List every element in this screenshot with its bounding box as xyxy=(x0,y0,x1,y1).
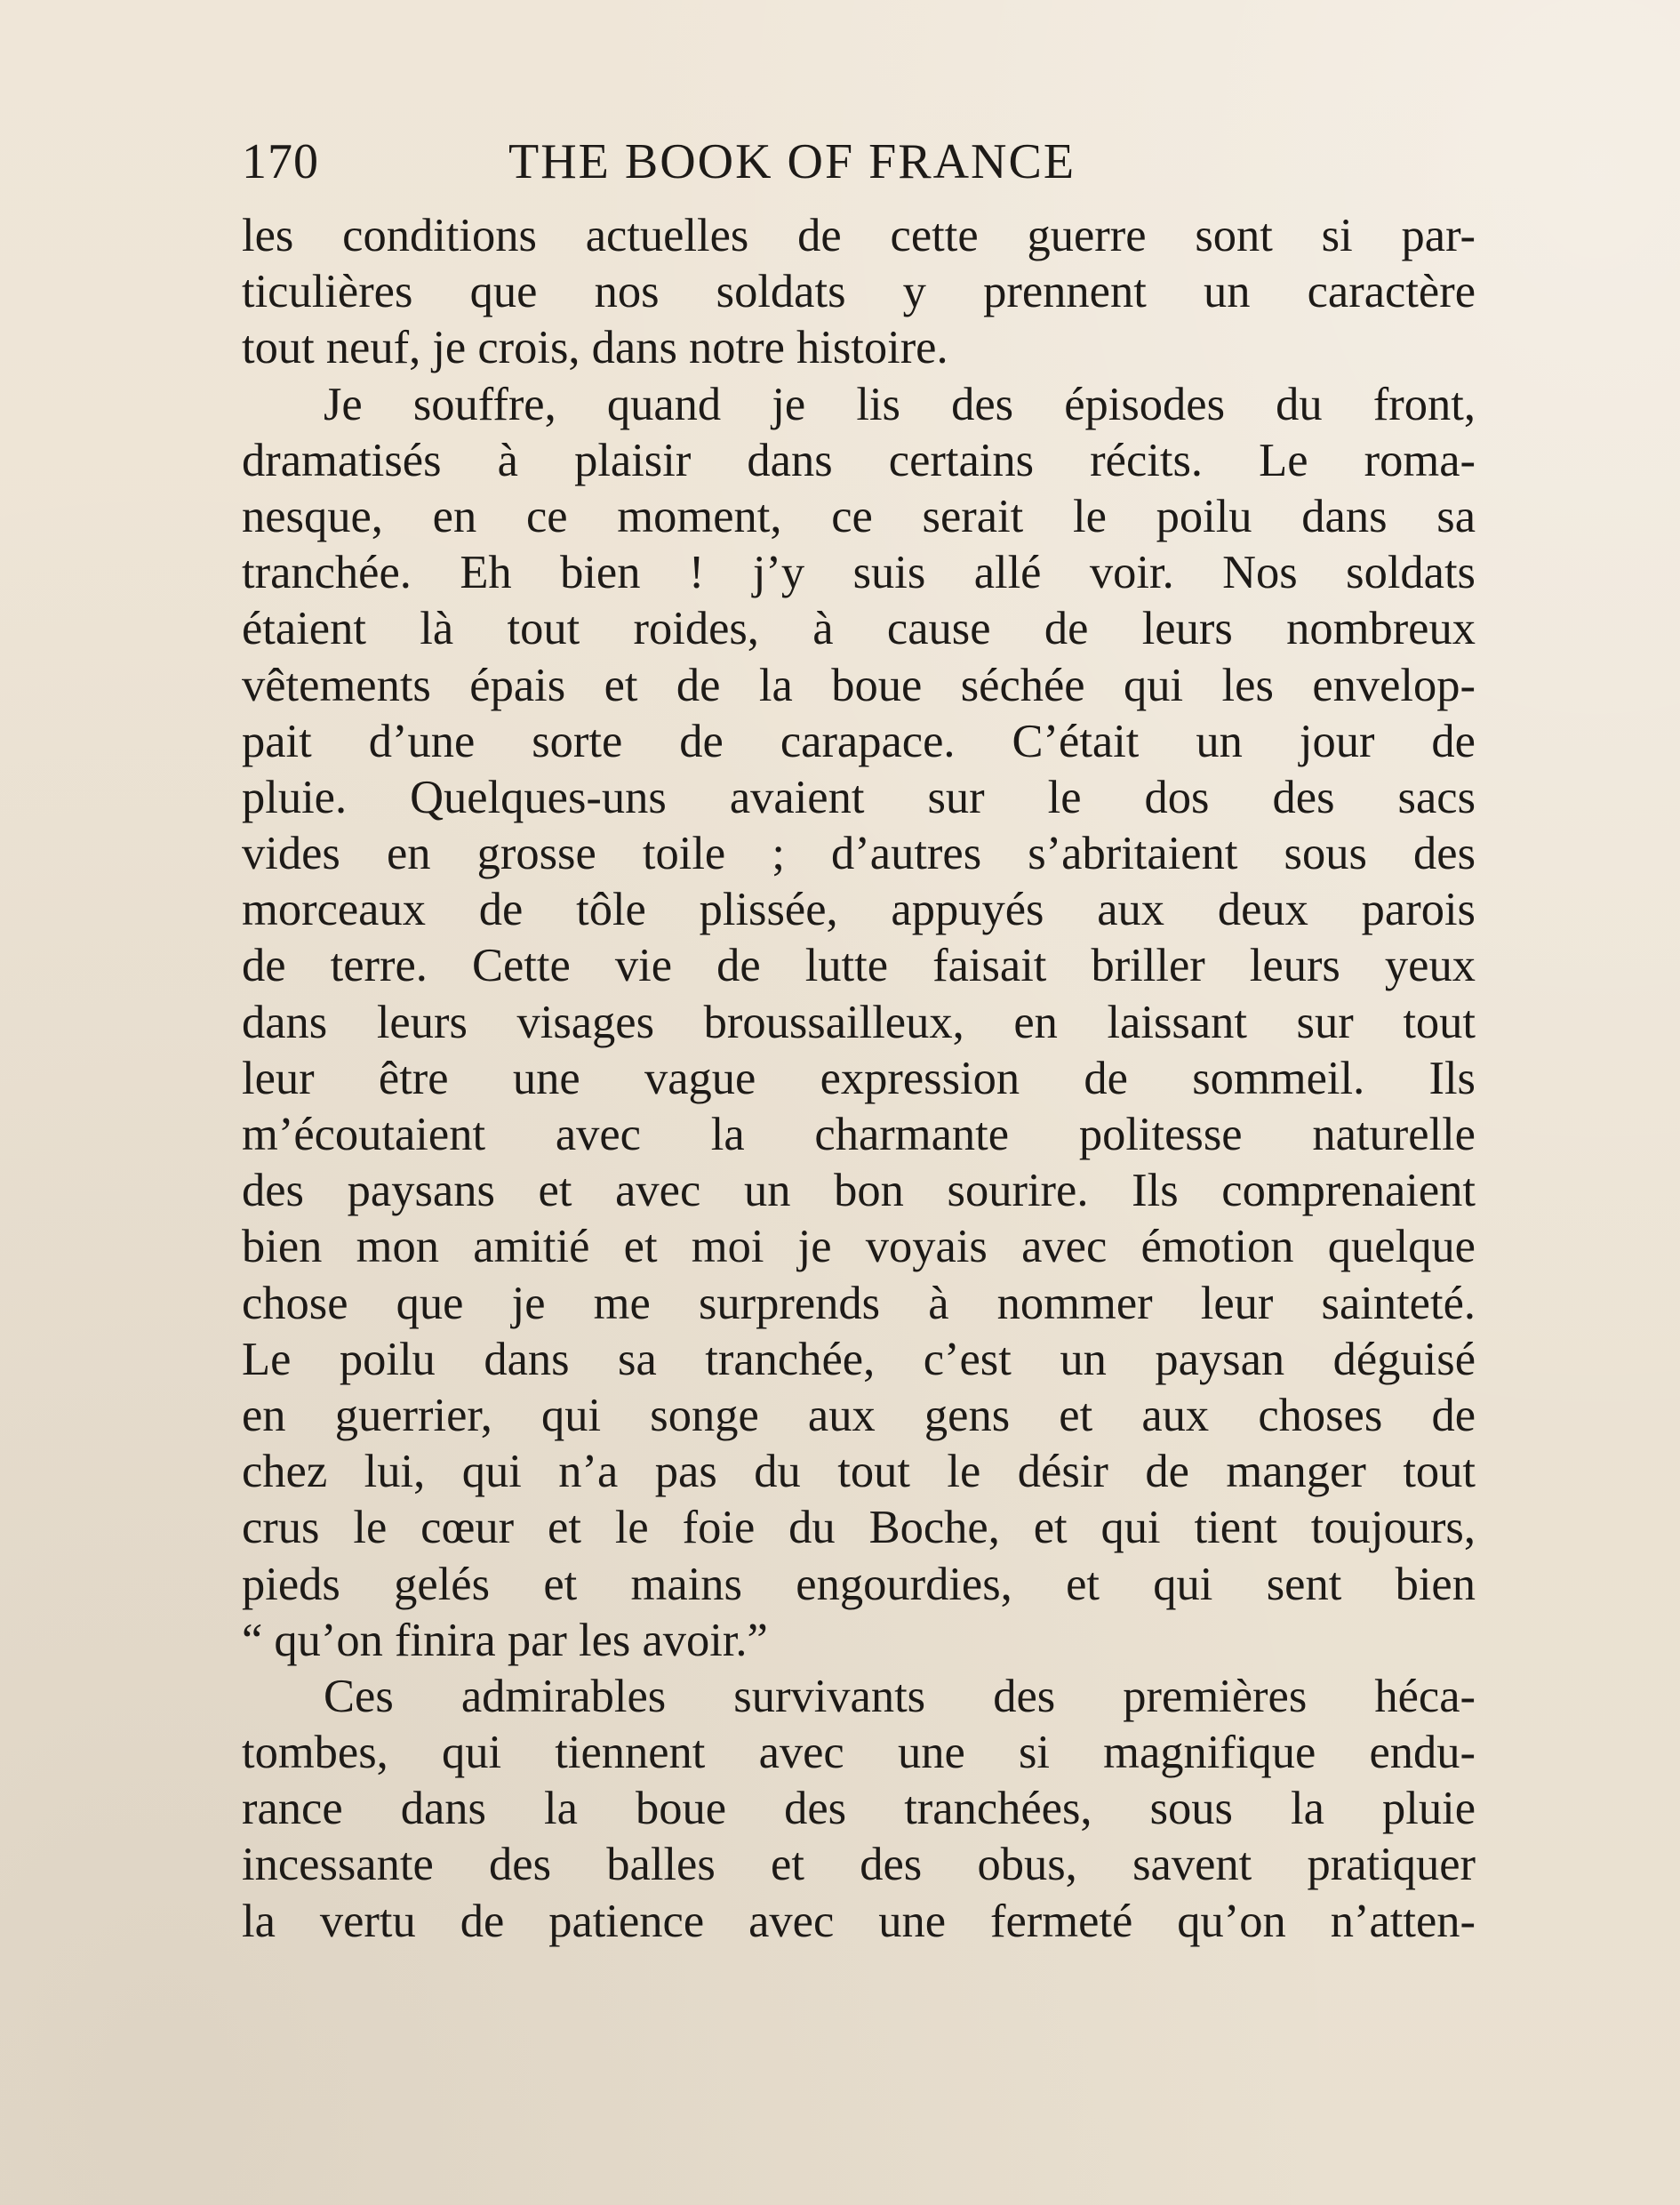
running-title: THE BOOK OF FRANCE xyxy=(508,134,1076,189)
text-line: étaient là tout roides, à cause de leurs nombreux xyxy=(242,603,1476,655)
text-line: rance dans la boue des tranchées, sous la pluie xyxy=(242,1783,1476,1835)
text-line: vêtements épais et de la boue séchée qui les envelop- xyxy=(242,659,1476,711)
text-line: leur être une vague expression de sommeil. Ils xyxy=(242,1052,1476,1104)
text-line: dramatisés à plaisir dans certains récits. Le roma- xyxy=(242,434,1476,486)
text-line: bien mon amitié et moi je voyais avec émotion quelque xyxy=(242,1221,1476,1273)
text-line: pieds gelés et mains engourdies, et qui sent bien xyxy=(242,1558,1476,1610)
text-line: ticulières que nos soldats y prennent un caractère xyxy=(242,266,1476,318)
text-line: des paysans et avec un bon sourire. Ils comprenaient xyxy=(242,1165,1476,1217)
text-line: morceaux de tôle plissée, appuyés aux deux parois xyxy=(242,884,1476,936)
page-number: 170 xyxy=(242,134,319,189)
text-line: “ qu’on finira par les avoir.” xyxy=(242,1614,768,1666)
body-text xyxy=(242,208,1476,1950)
text-line: Ces admirables survivants des premières héca- xyxy=(324,1670,1476,1722)
text-line: les conditions actuelles de cette guerre sont si par- xyxy=(242,210,1476,261)
text-line: pluie. Quelques-uns avaient sur le dos des sacs xyxy=(242,771,1476,823)
book-page xyxy=(242,133,1476,1950)
text-line: tombes, qui tiennent avec une si magnifique endu- xyxy=(242,1727,1476,1779)
text-line: incessante des balles et des obus, savent pratiquer xyxy=(242,1839,1476,1891)
text-line: tout neuf, je crois, dans notre histoire. xyxy=(242,322,948,374)
text-line: m’écoutaient avec la charmante politesse naturelle xyxy=(242,1109,1476,1160)
text-line: Je souffre, quand je lis des épisodes du front, xyxy=(324,378,1476,430)
text-line: chez lui, qui n’a pas du tout le désir de manger tout xyxy=(242,1446,1476,1498)
text-line: Le poilu dans sa tranchée, c’est un paysan déguisé xyxy=(242,1333,1476,1385)
text-line: vides en grosse toile ; d’autres s’abritaient sous des xyxy=(242,828,1476,880)
text-line: tranchée. Eh bien ! j’y suis allé voir. Nos soldats xyxy=(242,547,1476,599)
text-line: en guerrier, qui songe aux gens et aux choses de xyxy=(242,1389,1476,1441)
text-line: la vertu de patience avec une fermeté qu’on n’atten- xyxy=(242,1895,1476,1947)
running-head xyxy=(242,133,1476,208)
text-line: dans leurs visages broussailleux, en laissant sur tout xyxy=(242,996,1476,1048)
text-line: nesque, en ce moment, ce serait le poilu dans sa xyxy=(242,490,1476,542)
text-line: crus le cœur et le foie du Boche, et qui tient toujours, xyxy=(242,1502,1476,1554)
text-line: de terre. Cette vie de lutte faisait briller leurs yeux xyxy=(242,940,1476,992)
text-line: chose que je me surprends à nommer leur sainteté. xyxy=(242,1277,1476,1329)
text-line: pait d’une sorte de carapace. C’était un jour de xyxy=(242,715,1476,767)
